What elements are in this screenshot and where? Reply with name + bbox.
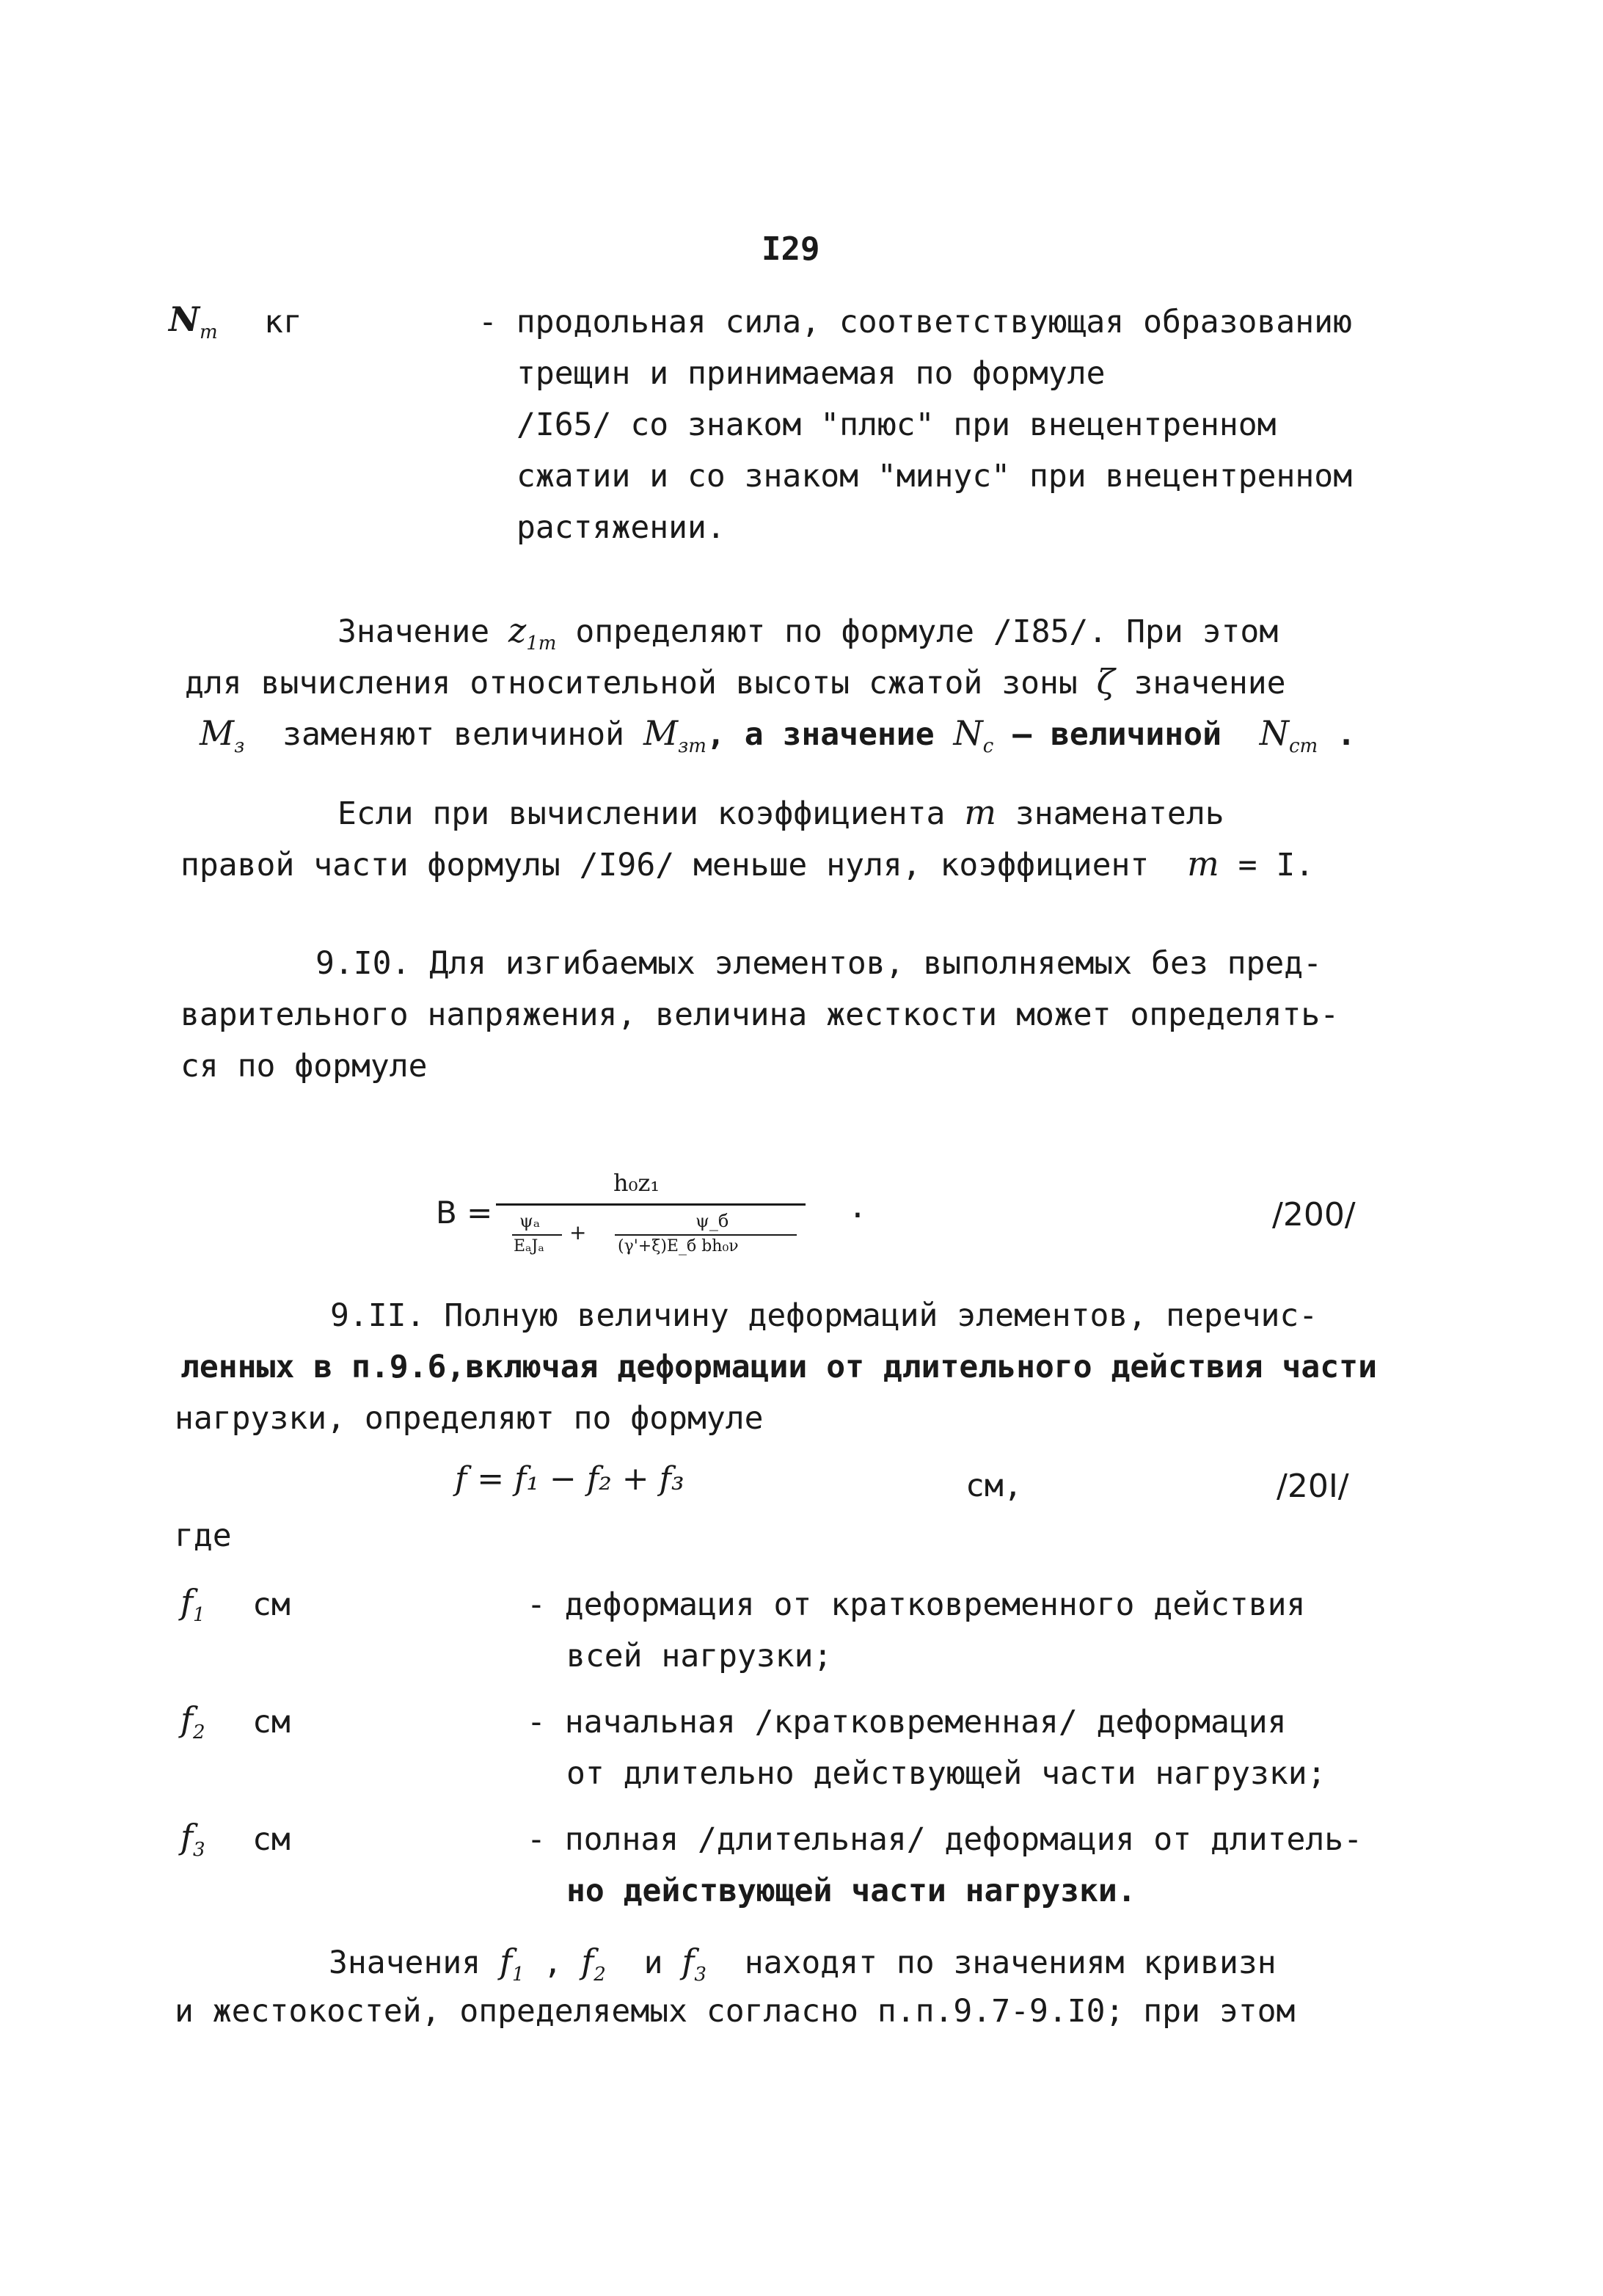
formula-200-lhs: B = [436,1195,493,1231]
formula-200-number: /200/ [1272,1196,1356,1233]
formula-201-number: /20I/ [1277,1468,1349,1505]
def-n-unit: кг [264,304,302,340]
para5-line-1: Значения $f_1$ , $f_2$ и $f_3$ находят по значениям кривизн [329,1942,1277,1986]
def-n-line-1: - продольная сила, соответствующая образованию [478,304,1352,340]
para5-line-2: и жестокостей, определяемых согласно п.п.9.7-9.I0; при этом [175,1993,1296,2030]
formula-201-unit: см, [965,1468,1023,1504]
formula-201-expression: f = f₁ − f₂ + f₃ [455,1460,684,1498]
def-f3-symbol: $f_3$ [180,1817,205,1861]
formula-200-den1-bar [512,1234,562,1236]
def-f2-line-1: - начальная /кратковременная/ деформация [527,1704,1287,1741]
para4-line-3: нагрузки, определяют по формуле [175,1400,764,1437]
def-n-line-5: растяжении. [516,509,726,546]
para3-line-1: 9.I0. Для изгибаемых элементов, выполняемых без пред- [315,945,1323,982]
def-n-line-4: сжатии и со знаком "минус" при внецентренном [516,458,1353,495]
para1-line-3: $M_з$ заменяют величиной $M_{зт}$, а значение $N_с$ – величиной $N_{ст}$ . [200,713,1356,757]
para1-line-1: Значение $z_{1т}$ определяют по формуле /I85/. При этом [337,611,1279,655]
formula-200-den2-bar [615,1234,797,1236]
def-f2-symbol: $f_2$ [180,1699,205,1743]
formula-200-numerator: h₀z₁ [613,1169,660,1197]
para3-line-3: ся по формуле [180,1048,428,1085]
def-n-line-3: /I65/ со знаком "плюс" при внецентренном [516,407,1277,443]
def-f3-line-1: - полная /длительная/ деформация от длитель- [527,1821,1363,1858]
def-n-symbol: $N_т$ [169,299,218,343]
def-f1-line-2: всей нагрузки; [566,1638,833,1674]
para4-line-2: ленных в п.9.6,включая деформации от длительного действия части [180,1349,1377,1385]
formula-200-plus: + [569,1220,587,1244]
def-f1-symbol: $f_1$ [180,1582,205,1626]
formula-200-fraction [496,1171,806,1267]
def-f1-line-1: - деформация от кратковременного действия [527,1586,1306,1623]
formula-200-dot: . [848,1189,867,1225]
formula-200-den1-num: ψₐ [519,1211,541,1231]
para2-line-2: правой части формулы /I96/ меньше нуля, коэффициент m = I. [180,844,1315,883]
page-number: I29 [762,230,820,268]
para2-line-1: Если при вычислении коэффициента m знаменатель [337,792,1224,832]
def-f2-unit: см [252,1704,291,1741]
def-f1-unit: см [252,1586,291,1623]
def-f3-line-2: но действующей части нагрузки. [566,1873,1136,1909]
def-f3-unit: см [252,1821,291,1858]
formula-200-main-bar [496,1203,806,1206]
para1-line-2: для вычисления относительной высоты сжатой зоны ζ значение [185,662,1286,701]
formula-200-den2-den: (γ'+ξ)E_б bh₀ν [618,1237,739,1255]
para4-line-1: 9.II. Полную величину деформаций элементов, перечис- [330,1297,1318,1334]
formula-200-den2-num: ψ_б [695,1211,729,1231]
def-f2-line-2: от длительно действующей части нагрузки; [566,1755,1326,1792]
def-n-line-2: трещин и принимаемая по формуле [516,355,1106,392]
para3-line-2: варительного напряжения, величина жесткости может определять- [180,996,1340,1033]
formula-200-den1-den: EₐJₐ [514,1237,544,1255]
where-label: где [175,1517,232,1554]
